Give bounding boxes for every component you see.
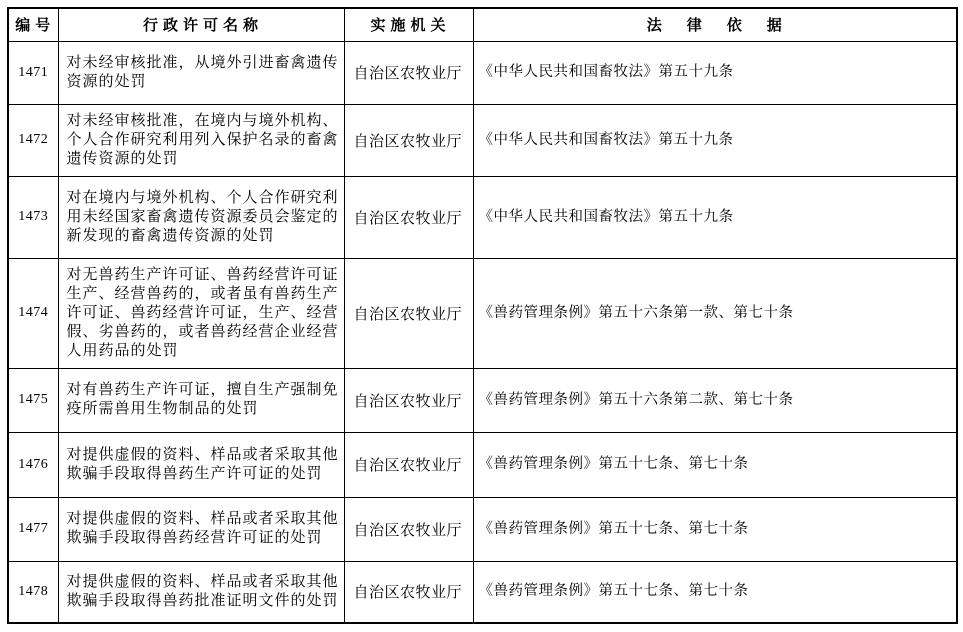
permit-name-cell: 对未经审核批准，从境外引进畜禽遗传资源的处罚 bbox=[58, 41, 344, 104]
table-row bbox=[8, 368, 957, 432]
legal-basis-cell: 《兽药管理条例》第五十六条第二款、第七十条 bbox=[473, 368, 957, 432]
permit-name-cell: 对无兽药生产许可证、兽药经营许可证生产、经营兽药的，或者虽有兽药生产许可证、兽药经营许可证，生产、经营假、劣兽药的，或者兽药经营企业经营人用药品的处罚 bbox=[58, 258, 344, 368]
table-row bbox=[8, 432, 957, 497]
table-row bbox=[8, 41, 957, 104]
agency-cell: 自治区农牧业厅 bbox=[344, 176, 473, 258]
column-header-id: 编号 bbox=[8, 8, 58, 41]
row-number-cell: 1476 bbox=[8, 432, 58, 497]
agency-cell: 自治区农牧业厅 bbox=[344, 41, 473, 104]
agency-cell: 自治区农牧业厅 bbox=[344, 258, 473, 368]
permits-table bbox=[7, 7, 958, 624]
row-number-cell: 1471 bbox=[8, 41, 58, 104]
table-row bbox=[8, 258, 957, 368]
legal-basis-cell: 《兽药管理条例》第五十七条、第七十条 bbox=[473, 432, 957, 497]
permit-name-cell: 对提供虚假的资料、样品或者采取其他欺骗手段取得兽药批准证明文件的处罚 bbox=[58, 561, 344, 623]
agency-cell: 自治区农牧业厅 bbox=[344, 561, 473, 623]
table-row bbox=[8, 561, 957, 623]
row-number-cell: 1474 bbox=[8, 258, 58, 368]
row-number-cell: 1477 bbox=[8, 497, 58, 561]
legal-basis-cell: 《兽药管理条例》第五十六条第一款、第七十条 bbox=[473, 258, 957, 368]
table-row bbox=[8, 176, 957, 258]
agency-cell: 自治区农牧业厅 bbox=[344, 104, 473, 176]
permit-name-cell: 对在境内与境外机构、个人合作研究利用未经国家畜禽遗传资源委员会鉴定的新发现的畜禽遗传资源的处罚 bbox=[58, 176, 344, 258]
row-number-cell: 1475 bbox=[8, 368, 58, 432]
column-header-name: 行政许可名称 bbox=[58, 8, 344, 41]
row-number-cell: 1478 bbox=[8, 561, 58, 623]
table-header-row bbox=[8, 8, 957, 41]
table-row bbox=[8, 104, 957, 176]
row-number-cell: 1472 bbox=[8, 104, 58, 176]
row-number-cell: 1473 bbox=[8, 176, 58, 258]
legal-basis-cell: 《中华人民共和国畜牧法》第五十九条 bbox=[473, 176, 957, 258]
permit-name-cell: 对有兽药生产许可证，擅自生产强制免疫所需兽用生物制品的处罚 bbox=[58, 368, 344, 432]
legal-basis-cell: 《兽药管理条例》第五十七条、第七十条 bbox=[473, 497, 957, 561]
column-header-agency: 实施机关 bbox=[344, 8, 473, 41]
legal-basis-cell: 《中华人民共和国畜牧法》第五十九条 bbox=[473, 41, 957, 104]
permit-name-cell: 对未经审核批准，在境内与境外机构、个人合作研究利用列入保护名录的畜禽遗传资源的处罚 bbox=[58, 104, 344, 176]
table-row bbox=[8, 497, 957, 561]
column-header-legal: 法律依据 bbox=[473, 8, 957, 41]
legal-basis-cell: 《兽药管理条例》第五十七条、第七十条 bbox=[473, 561, 957, 623]
agency-cell: 自治区农牧业厅 bbox=[344, 432, 473, 497]
permit-name-cell: 对提供虚假的资料、样品或者采取其他欺骗手段取得兽药生产许可证的处罚 bbox=[58, 432, 344, 497]
agency-cell: 自治区农牧业厅 bbox=[344, 368, 473, 432]
agency-cell: 自治区农牧业厅 bbox=[344, 497, 473, 561]
legal-basis-cell: 《中华人民共和国畜牧法》第五十九条 bbox=[473, 104, 957, 176]
permit-name-cell: 对提供虚假的资料、样品或者采取其他欺骗手段取得兽药经营许可证的处罚 bbox=[58, 497, 344, 561]
